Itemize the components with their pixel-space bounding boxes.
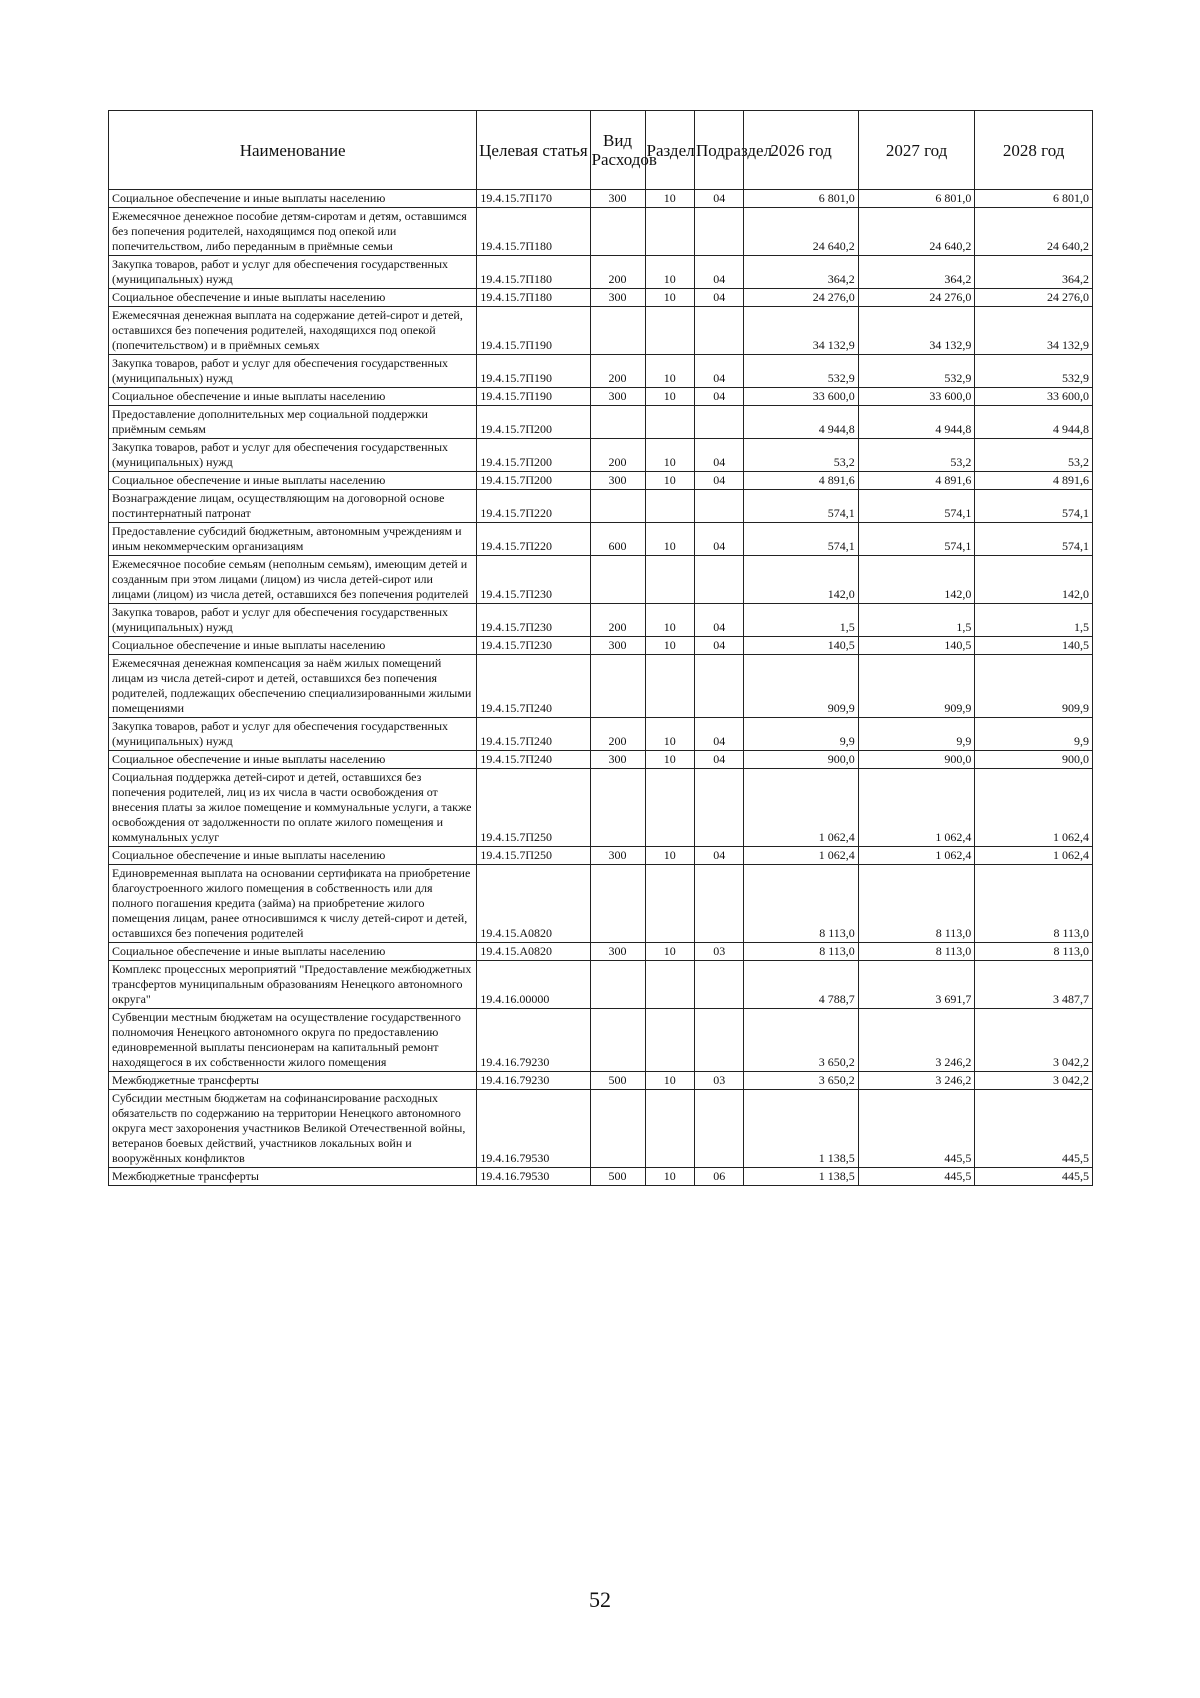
cell-2027: 24 276,0 xyxy=(858,289,975,307)
cell-section xyxy=(645,1090,694,1168)
cell-subsection xyxy=(694,556,743,604)
table-row xyxy=(109,1090,1093,1168)
cell-expense-type: 300 xyxy=(590,190,645,208)
cell-2028: 445,5 xyxy=(975,1168,1093,1186)
cell-2026: 574,1 xyxy=(744,523,858,556)
cell-2027: 33 600,0 xyxy=(858,388,975,406)
table-row xyxy=(109,256,1093,289)
cell-target-code: 19.4.15.7П170 xyxy=(477,190,590,208)
cell-target-code: 19.4.15.А0820 xyxy=(477,865,590,943)
cell-name xyxy=(109,604,477,637)
table-row xyxy=(109,523,1093,556)
row-label: Межбюджетные трансферты xyxy=(112,1073,259,1087)
cell-subsection: 04 xyxy=(694,472,743,490)
cell-2027: 4 944,8 xyxy=(858,406,975,439)
cell-2028: 9,9 xyxy=(975,718,1093,751)
cell-2027: 3 691,7 xyxy=(858,961,975,1009)
cell-section xyxy=(645,1009,694,1072)
cell-target-code: 19.4.15.7П240 xyxy=(477,718,590,751)
cell-2028: 53,2 xyxy=(975,439,1093,472)
cell-subsection: 04 xyxy=(694,439,743,472)
cell-expense-type: 300 xyxy=(590,289,645,307)
cell-expense-type: 200 xyxy=(590,256,645,289)
cell-subsection: 04 xyxy=(694,256,743,289)
cell-2026: 6 801,0 xyxy=(744,190,858,208)
cell-section: 10 xyxy=(645,289,694,307)
cell-target-code: 19.4.15.7П250 xyxy=(477,769,590,847)
table-row xyxy=(109,718,1093,751)
cell-2027: 364,2 xyxy=(858,256,975,289)
cell-name xyxy=(109,943,477,961)
cell-2027: 8 113,0 xyxy=(858,943,975,961)
cell-name xyxy=(109,208,477,256)
table-row xyxy=(109,1009,1093,1072)
cell-expense-type xyxy=(590,406,645,439)
cell-2026: 24 640,2 xyxy=(744,208,858,256)
cell-2026: 24 276,0 xyxy=(744,289,858,307)
row-label: Закупка товаров, работ и услуг для обеспечения государственных (муниципальных) нужд xyxy=(112,257,449,286)
cell-target-code: 19.4.16.00000 xyxy=(477,961,590,1009)
cell-target-code: 19.4.16.79530 xyxy=(477,1090,590,1168)
cell-name xyxy=(109,472,477,490)
row-label: Ежемесячная денежная компенсация за наём жилых помещений лицам из числа детей-сирот и детей, оставшихся без попечения родителей, подлежащих обеспечению специализированными жилыми помещениями xyxy=(112,656,472,715)
cell-2026: 1 062,4 xyxy=(744,769,858,847)
cell-section xyxy=(645,865,694,943)
cell-name xyxy=(109,961,477,1009)
cell-target-code: 19.4.15.7П180 xyxy=(477,256,590,289)
cell-2026: 9,9 xyxy=(744,718,858,751)
cell-subsection: 03 xyxy=(694,943,743,961)
row-label: Социальное обеспечение и иные выплаты населению xyxy=(112,389,386,403)
cell-section: 10 xyxy=(645,388,694,406)
cell-expense-type xyxy=(590,769,645,847)
header-name: Наименование xyxy=(109,111,477,190)
table-body xyxy=(109,190,1093,1186)
cell-2026: 1 138,5 xyxy=(744,1090,858,1168)
table-row xyxy=(109,1072,1093,1090)
cell-subsection: 04 xyxy=(694,355,743,388)
cell-expense-type: 300 xyxy=(590,388,645,406)
cell-section: 10 xyxy=(645,718,694,751)
cell-2026: 574,1 xyxy=(744,490,858,523)
cell-2027: 9,9 xyxy=(858,718,975,751)
table-row xyxy=(109,847,1093,865)
cell-expense-type xyxy=(590,655,645,718)
table-row xyxy=(109,655,1093,718)
cell-2028: 3 042,2 xyxy=(975,1072,1093,1090)
cell-2027: 4 891,6 xyxy=(858,472,975,490)
cell-expense-type: 300 xyxy=(590,847,645,865)
cell-name xyxy=(109,769,477,847)
cell-expense-type: 200 xyxy=(590,604,645,637)
table-row xyxy=(109,439,1093,472)
cell-section: 10 xyxy=(645,523,694,556)
cell-subsection: 04 xyxy=(694,604,743,637)
cell-subsection xyxy=(694,961,743,1009)
cell-2026: 34 132,9 xyxy=(744,307,858,355)
cell-2028: 6 801,0 xyxy=(975,190,1093,208)
cell-2027: 3 246,2 xyxy=(858,1072,975,1090)
cell-section: 10 xyxy=(645,1072,694,1090)
cell-name xyxy=(109,256,477,289)
row-label: Субсидии местным бюджетам на софинансирование расходных обязательств по содержанию на территории Ненецкого автономного округа мест захоронения участников Великой Отечественной войны, ветеранов боевых действий, участников локальных войн и вооружённых конфликтов xyxy=(112,1091,466,1165)
cell-2026: 8 113,0 xyxy=(744,865,858,943)
cell-name xyxy=(109,523,477,556)
table-row xyxy=(109,556,1093,604)
table-row xyxy=(109,355,1093,388)
cell-section: 10 xyxy=(645,847,694,865)
cell-expense-type: 300 xyxy=(590,943,645,961)
cell-2028: 34 132,9 xyxy=(975,307,1093,355)
cell-2026: 8 113,0 xyxy=(744,943,858,961)
cell-2028: 1,5 xyxy=(975,604,1093,637)
cell-target-code: 19.4.15.7П180 xyxy=(477,208,590,256)
cell-2027: 1 062,4 xyxy=(858,847,975,865)
cell-2028: 900,0 xyxy=(975,751,1093,769)
cell-2028: 364,2 xyxy=(975,256,1093,289)
cell-target-code: 19.4.15.7П200 xyxy=(477,439,590,472)
cell-2028: 24 276,0 xyxy=(975,289,1093,307)
cell-2026: 900,0 xyxy=(744,751,858,769)
cell-target-code: 19.4.15.7П190 xyxy=(477,355,590,388)
cell-2027: 574,1 xyxy=(858,523,975,556)
table-row xyxy=(109,1168,1093,1186)
cell-section xyxy=(645,655,694,718)
cell-2026: 4 891,6 xyxy=(744,472,858,490)
row-label: Вознаграждение лицам, осуществляющим на договорной основе постинтернатный патронат xyxy=(112,491,445,520)
cell-subsection xyxy=(694,406,743,439)
cell-target-code: 19.4.16.79530 xyxy=(477,1168,590,1186)
cell-2027: 34 132,9 xyxy=(858,307,975,355)
cell-subsection xyxy=(694,655,743,718)
cell-expense-type: 300 xyxy=(590,751,645,769)
cell-subsection: 04 xyxy=(694,751,743,769)
cell-expense-type xyxy=(590,865,645,943)
cell-target-code: 19.4.15.7П200 xyxy=(477,406,590,439)
row-label: Социальное обеспечение и иные выплаты населению xyxy=(112,290,386,304)
cell-2026: 33 600,0 xyxy=(744,388,858,406)
cell-target-code: 19.4.15.7П240 xyxy=(477,751,590,769)
cell-expense-type: 500 xyxy=(590,1168,645,1186)
cell-expense-type xyxy=(590,307,645,355)
cell-target-code: 19.4.16.79230 xyxy=(477,1072,590,1090)
cell-2026: 3 650,2 xyxy=(744,1009,858,1072)
cell-expense-type: 300 xyxy=(590,637,645,655)
row-label: Ежемесячная денежная выплата на содержание детей-сирот и детей, оставшихся без попечения родителей, находящихся под опекой (попечительством) и в приёмных семьях xyxy=(112,308,463,352)
header-2028: 2028 год xyxy=(975,111,1093,190)
cell-subsection: 04 xyxy=(694,190,743,208)
table-row xyxy=(109,190,1093,208)
cell-target-code: 19.4.15.7П230 xyxy=(477,637,590,655)
page-number: 52 xyxy=(589,1587,611,1612)
cell-name xyxy=(109,388,477,406)
cell-2028: 8 113,0 xyxy=(975,943,1093,961)
cell-2028: 1 062,4 xyxy=(975,847,1093,865)
table-row xyxy=(109,406,1093,439)
cell-name xyxy=(109,439,477,472)
cell-section: 10 xyxy=(645,1168,694,1186)
cell-subsection: 04 xyxy=(694,523,743,556)
cell-section xyxy=(645,490,694,523)
cell-target-code: 19.4.16.79230 xyxy=(477,1009,590,1072)
cell-section xyxy=(645,961,694,1009)
cell-2027: 3 246,2 xyxy=(858,1009,975,1072)
cell-2028: 4 891,6 xyxy=(975,472,1093,490)
row-label: Социальное обеспечение и иные выплаты населению xyxy=(112,848,386,862)
cell-2026: 140,5 xyxy=(744,637,858,655)
cell-expense-type: 600 xyxy=(590,523,645,556)
cell-expense-type xyxy=(590,1090,645,1168)
table-row xyxy=(109,604,1093,637)
cell-name xyxy=(109,718,477,751)
cell-2027: 24 640,2 xyxy=(858,208,975,256)
cell-target-code: 19.4.15.7П220 xyxy=(477,490,590,523)
cell-name xyxy=(109,1009,477,1072)
row-label: Социальное обеспечение и иные выплаты населению xyxy=(112,191,386,205)
cell-section: 10 xyxy=(645,943,694,961)
cell-2027: 53,2 xyxy=(858,439,975,472)
row-label: Ежемесячное денежное пособие детям-сиротам и детям, оставшимся без попечения родителей, находящимся под опекой или попечительством, либо переданным в приёмные семьи xyxy=(112,209,467,253)
header-section: Раздел xyxy=(645,111,694,190)
cell-2028: 8 113,0 xyxy=(975,865,1093,943)
header-expense-type: Вид Расходов xyxy=(590,111,645,190)
cell-target-code: 19.4.15.7П180 xyxy=(477,289,590,307)
cell-2026: 53,2 xyxy=(744,439,858,472)
cell-expense-type xyxy=(590,556,645,604)
cell-name xyxy=(109,556,477,604)
table-row xyxy=(109,388,1093,406)
cell-section xyxy=(645,307,694,355)
table-row xyxy=(109,865,1093,943)
row-label: Закупка товаров, работ и услуг для обеспечения государственных (муниципальных) нужд xyxy=(112,356,449,385)
cell-2026: 4 944,8 xyxy=(744,406,858,439)
cell-expense-type xyxy=(590,490,645,523)
header-target: Целевая статья xyxy=(477,111,590,190)
cell-section: 10 xyxy=(645,604,694,637)
cell-subsection: 04 xyxy=(694,847,743,865)
cell-target-code: 19.4.15.7П230 xyxy=(477,556,590,604)
cell-section xyxy=(645,556,694,604)
cell-subsection: 06 xyxy=(694,1168,743,1186)
row-label: Закупка товаров, работ и услуг для обеспечения государственных (муниципальных) нужд xyxy=(112,440,449,469)
cell-2027: 445,5 xyxy=(858,1168,975,1186)
cell-expense-type: 200 xyxy=(590,355,645,388)
cell-2027: 574,1 xyxy=(858,490,975,523)
cell-2027: 6 801,0 xyxy=(858,190,975,208)
cell-target-code: 19.4.15.7П220 xyxy=(477,523,590,556)
cell-name xyxy=(109,847,477,865)
cell-section: 10 xyxy=(645,637,694,655)
cell-2027: 900,0 xyxy=(858,751,975,769)
cell-2026: 4 788,7 xyxy=(744,961,858,1009)
header-subsection: Подраздел xyxy=(694,111,743,190)
cell-name xyxy=(109,751,477,769)
table-row xyxy=(109,289,1093,307)
cell-2026: 142,0 xyxy=(744,556,858,604)
row-label: Ежемесячное пособие семьям (неполным семьям), имеющим детей и созданным при этом лицами (лицом) из числа детей-сирот или лицами (лицом) из числа детей, оставшихся без попечения родителей xyxy=(112,557,469,601)
row-label: Закупка товаров, работ и услуг для обеспечения государственных (муниципальных) нужд xyxy=(112,719,449,748)
cell-2028: 33 600,0 xyxy=(975,388,1093,406)
table-row xyxy=(109,943,1093,961)
table-row xyxy=(109,472,1093,490)
cell-section: 10 xyxy=(645,439,694,472)
cell-2027: 909,9 xyxy=(858,655,975,718)
cell-2026: 1 138,5 xyxy=(744,1168,858,1186)
table-row xyxy=(109,769,1093,847)
cell-section: 10 xyxy=(645,190,694,208)
cell-target-code: 19.4.15.7П190 xyxy=(477,388,590,406)
cell-subsection xyxy=(694,1009,743,1072)
cell-subsection: 04 xyxy=(694,637,743,655)
cell-2028: 574,1 xyxy=(975,490,1093,523)
cell-subsection: 03 xyxy=(694,1072,743,1090)
cell-target-code: 19.4.15.А0820 xyxy=(477,943,590,961)
cell-2027: 140,5 xyxy=(858,637,975,655)
cell-name xyxy=(109,490,477,523)
cell-2027: 1,5 xyxy=(858,604,975,637)
table-row xyxy=(109,637,1093,655)
cell-section xyxy=(645,406,694,439)
row-label: Социальное обеспечение и иные выплаты населению xyxy=(112,638,386,652)
cell-2028: 3 042,2 xyxy=(975,1009,1093,1072)
cell-name xyxy=(109,1072,477,1090)
cell-2026: 1 062,4 xyxy=(744,847,858,865)
table-row xyxy=(109,307,1093,355)
cell-expense-type xyxy=(590,961,645,1009)
cell-subsection xyxy=(694,769,743,847)
cell-name xyxy=(109,190,477,208)
cell-2028: 142,0 xyxy=(975,556,1093,604)
cell-subsection: 04 xyxy=(694,289,743,307)
cell-target-code: 19.4.15.7П230 xyxy=(477,604,590,637)
row-label: Межбюджетные трансферты xyxy=(112,1169,259,1183)
table-header-row xyxy=(109,111,1093,190)
cell-section xyxy=(645,769,694,847)
cell-expense-type: 200 xyxy=(590,718,645,751)
cell-name xyxy=(109,289,477,307)
cell-2027: 142,0 xyxy=(858,556,975,604)
table-row xyxy=(109,208,1093,256)
cell-2028: 24 640,2 xyxy=(975,208,1093,256)
cell-subsection: 04 xyxy=(694,388,743,406)
cell-expense-type xyxy=(590,208,645,256)
cell-2028: 4 944,8 xyxy=(975,406,1093,439)
cell-section: 10 xyxy=(645,256,694,289)
cell-2026: 3 650,2 xyxy=(744,1072,858,1090)
table-row xyxy=(109,961,1093,1009)
cell-subsection xyxy=(694,865,743,943)
cell-2028: 445,5 xyxy=(975,1090,1093,1168)
row-label: Социальная поддержка детей-сирот и детей, оставшихся без попечения родителей, лиц из их числа в части освобождения от внесения платы за жилое помещение и коммунальные услуги, а также освобождения от задолженности по оплате жилого помещения и коммунальных услуг xyxy=(112,770,472,844)
cell-2027: 532,9 xyxy=(858,355,975,388)
cell-target-code: 19.4.15.7П200 xyxy=(477,472,590,490)
cell-2028: 3 487,7 xyxy=(975,961,1093,1009)
cell-subsection xyxy=(694,490,743,523)
cell-2027: 1 062,4 xyxy=(858,769,975,847)
row-label: Субвенции местным бюджетам на осуществление государственного полномочия Ненецкого автономного округа по предоставлению единовременной выплаты пенсионерам на капитальный ремонт находящегося в их собственности жилого помещения xyxy=(112,1010,461,1069)
cell-name xyxy=(109,865,477,943)
cell-subsection xyxy=(694,1090,743,1168)
cell-2028: 140,5 xyxy=(975,637,1093,655)
row-label: Предоставление субсидий бюджетным, автономным учреждениям и иным некоммерческим организациям xyxy=(112,524,462,553)
cell-name xyxy=(109,406,477,439)
row-label: Комплекс процессных мероприятий "Предоставление межбюджетных трансфертов муниципальным образованиям Ненецкого автономного округа" xyxy=(112,962,472,1006)
cell-name xyxy=(109,637,477,655)
cell-2026: 364,2 xyxy=(744,256,858,289)
table-row xyxy=(109,751,1093,769)
cell-section: 10 xyxy=(645,751,694,769)
cell-2026: 532,9 xyxy=(744,355,858,388)
row-label: Социальное обеспечение и иные выплаты населению xyxy=(112,473,386,487)
cell-subsection: 04 xyxy=(694,718,743,751)
row-label: Социальное обеспечение и иные выплаты населению xyxy=(112,944,386,958)
row-label: Единовременная выплата на основании сертификата на приобретение благоустроенного жилого помещения в собственность или для полного погашения кредита (займа) на приобретение жилого помещения лицам, ранее относившимся к числу детей-сирот и детей, оставшихся без попечения родителей xyxy=(112,866,471,940)
cell-expense-type: 200 xyxy=(590,439,645,472)
cell-2028: 1 062,4 xyxy=(975,769,1093,847)
cell-section xyxy=(645,208,694,256)
header-2027: 2027 год xyxy=(858,111,975,190)
cell-expense-type: 500 xyxy=(590,1072,645,1090)
cell-expense-type: 300 xyxy=(590,472,645,490)
cell-section: 10 xyxy=(645,472,694,490)
cell-2026: 1,5 xyxy=(744,604,858,637)
cell-2028: 909,9 xyxy=(975,655,1093,718)
budget-table xyxy=(108,110,1093,1186)
budget-table-container xyxy=(108,110,1093,1186)
cell-2027: 8 113,0 xyxy=(858,865,975,943)
cell-name xyxy=(109,1168,477,1186)
cell-2027: 445,5 xyxy=(858,1090,975,1168)
row-label: Предоставление дополнительных мер социальной поддержки приёмным семьям xyxy=(112,407,428,436)
row-label: Закупка товаров, работ и услуг для обеспечения государственных (муниципальных) нужд xyxy=(112,605,449,634)
table-row xyxy=(109,490,1093,523)
cell-name xyxy=(109,1090,477,1168)
cell-2028: 574,1 xyxy=(975,523,1093,556)
cell-target-code: 19.4.15.7П240 xyxy=(477,655,590,718)
cell-2028: 532,9 xyxy=(975,355,1093,388)
cell-name xyxy=(109,355,477,388)
header-2026: 2026 год xyxy=(744,111,858,190)
cell-name xyxy=(109,307,477,355)
cell-section: 10 xyxy=(645,355,694,388)
cell-2026: 909,9 xyxy=(744,655,858,718)
cell-target-code: 19.4.15.7П190 xyxy=(477,307,590,355)
cell-name xyxy=(109,655,477,718)
cell-subsection xyxy=(694,307,743,355)
cell-target-code: 19.4.15.7П250 xyxy=(477,847,590,865)
cell-expense-type xyxy=(590,1009,645,1072)
cell-subsection xyxy=(694,208,743,256)
row-label: Социальное обеспечение и иные выплаты населению xyxy=(112,752,386,766)
